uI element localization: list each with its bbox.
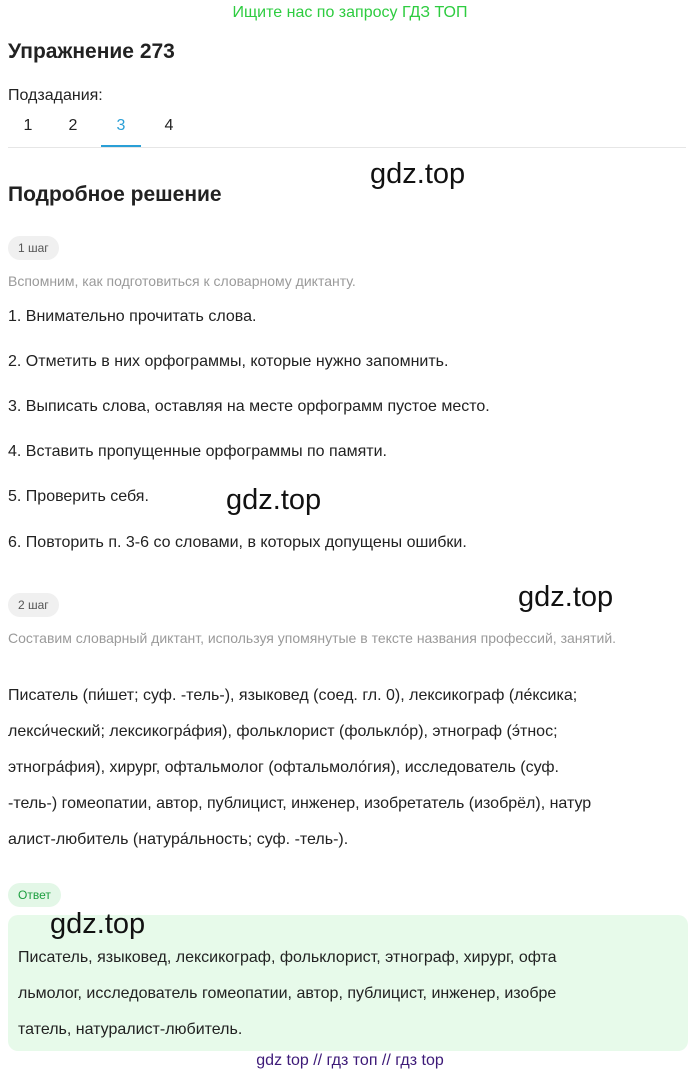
text-line: Писатель (пи́шет; суф. -тель-), языковед (соед. гл. 0), лексикограф (ле́ксика; [8,687,578,704]
subtasks-tabs [8,117,686,148]
subtasks-label: Подзадания: [8,87,103,104]
tab-1[interactable]: 1 [23,117,33,134]
text-line: льмолог, исследователь гомеопатии, автор, публицист, инженер, изобре [18,985,557,1002]
page-title: Упражнение 273 [8,40,175,63]
list-item: 1. Внимательно прочитать слова. [8,308,257,325]
tab-4[interactable]: 4 [164,117,174,134]
step-intro: Составим словарный диктант, используя упомянутые в тексте названия профессий, занятий. [8,630,617,646]
watermark: gdz.top [370,158,466,190]
step-badge: 1 шаг [8,236,59,260]
text-line: Писатель, языковед, лексикограф, фольклорист, этнограф, хирург, офта [18,949,557,966]
list-item: 6. Повторить п. 3-6 со словами, в которых допущены ошибки. [8,534,467,551]
tab-2[interactable]: 2 [68,117,78,134]
list-item: 3. Выписать слова, оставляя на месте орфограмм пустое место. [8,398,490,415]
step-badge: 2 шаг [8,593,59,617]
dictation-text [8,678,688,858]
text-line: лекси́ческий; лексикогра́фия), фольклорист (фолькло́р), этнограф (э́тнос; [8,723,558,740]
step-intro: Вспомним, как подготовиться к словарному диктанту. [8,273,356,289]
list-item: 4. Вставить пропущенные орфограммы по памяти. [8,443,387,460]
text-line: татель, натуралист-любитель. [18,1021,243,1038]
solution-heading: Подробное решение [8,183,222,206]
tab-3[interactable]: 3 [101,117,141,147]
answer-text [18,940,678,1048]
list-item: 5. Проверить себя. [8,488,149,505]
watermark: gdz.top [226,484,322,516]
watermark: gdz.top [518,581,614,613]
text-line: этногра́фия), хирург, офтальмолог (офтальмоло́гия), исследователь (суф. [8,759,559,776]
text-line: алист-любитель (натура́льность; суф. -тель-). [8,831,349,848]
list-item: 2. Отметить в них орфограммы, которые нужно запомнить. [8,353,449,370]
watermark: gdz.top [50,908,146,940]
answer-badge: Ответ [8,883,61,907]
top-banner: Ищите нас по запросу ГДЗ ТОП [232,4,468,21]
footer-links: gdz top // гдз топ // гдз top [256,1052,444,1069]
text-line: -тель-) гомеопатии, автор, публицист, инженер, изобретатель (изобрёл), натур [8,795,592,812]
